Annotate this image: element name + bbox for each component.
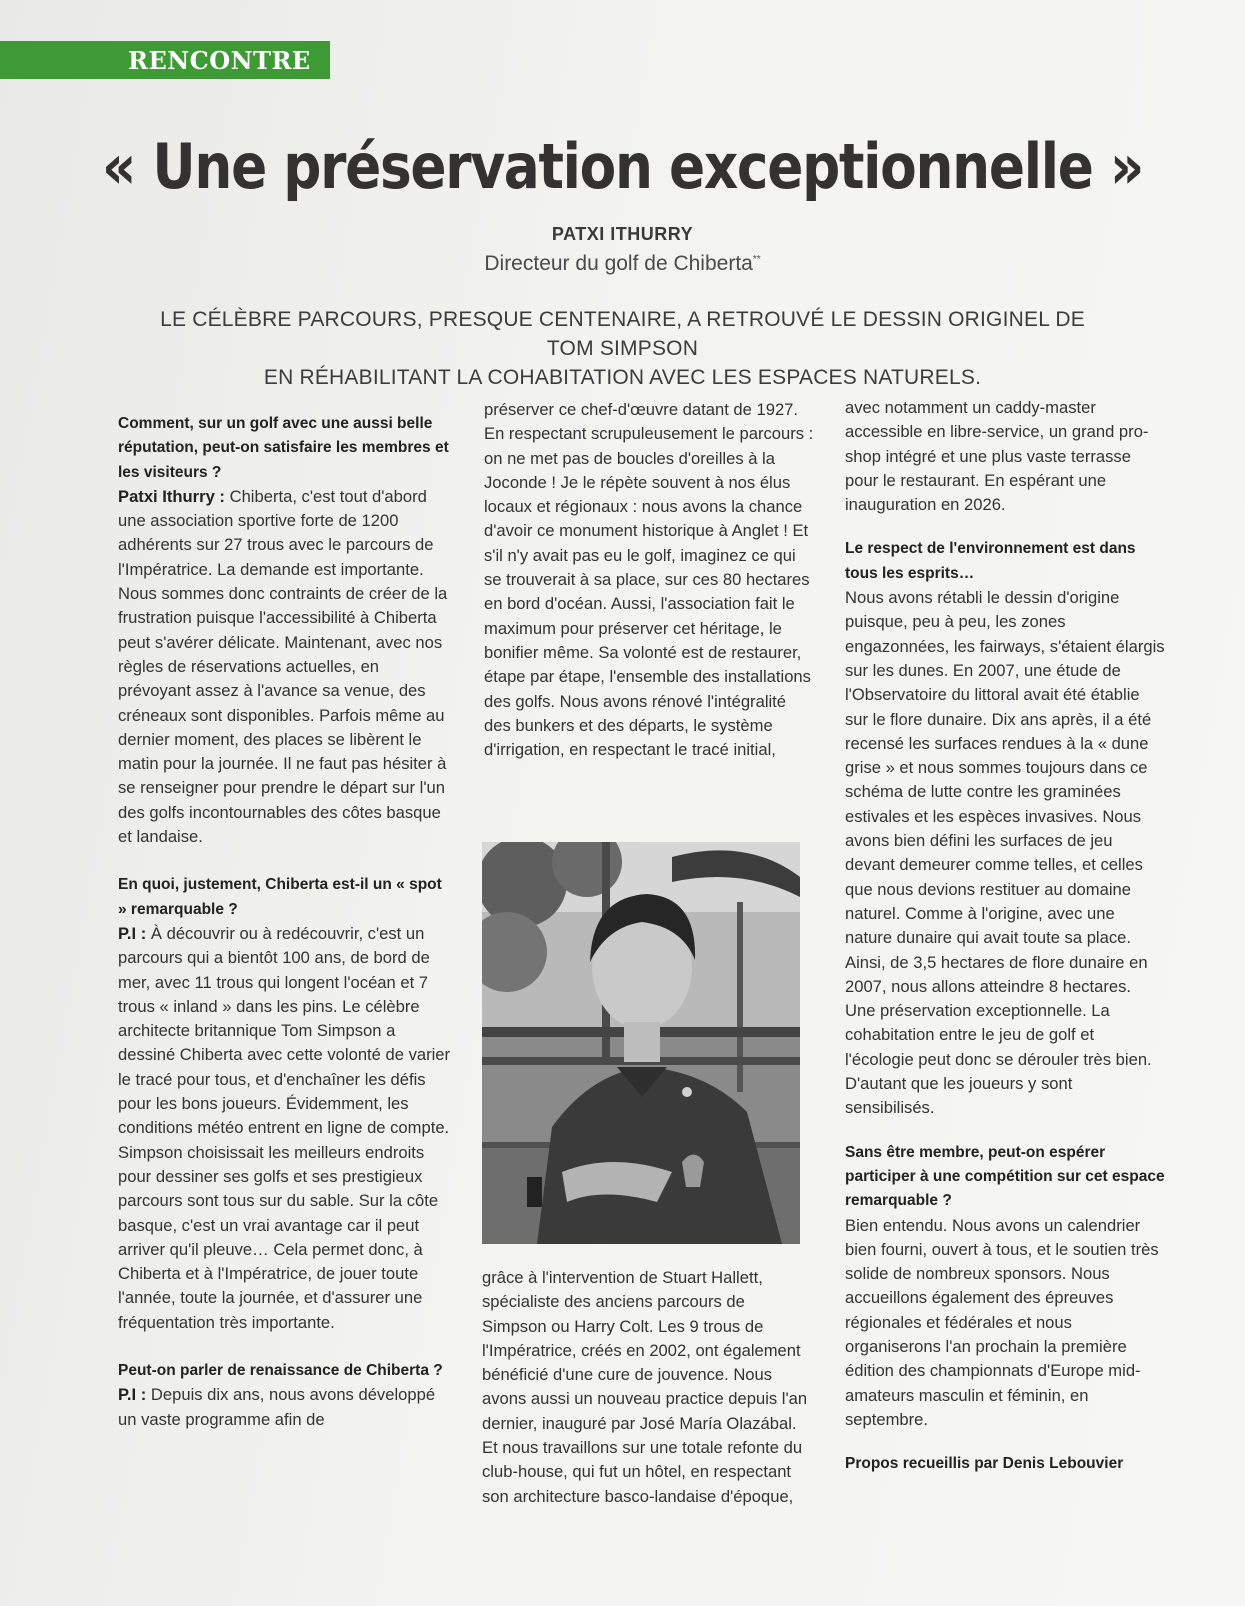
column-2-bottom (482, 1266, 812, 1509)
interview-credit: Propos recueillis par Denis Lebouvier (845, 1455, 1124, 1473)
speaker-label: P.I : (118, 1385, 147, 1405)
column-2-text-bottom: grâce à l'intervention de Stuart Hallett, spécialiste des anciens parcours de Simpson ou Harry Colt. Les 9 trous de l'Impératrice, créés en 2002, ont également bénéficié d'une cure de jouvence. Nous avons aussi un nouveau practice depuis l'an dernier, inauguré par José María Olazábal. Et nous travaillons sur une totale refonte du club-house, qui fut un hôtel, en respectant son architecture basco-landaise d'époque, (482, 1268, 808, 1506)
answer-3-text: Depuis dix ans, nous avons développé un vaste programme afin de (118, 1385, 436, 1429)
article-lead (140, 305, 1105, 392)
answer-1-text: Chiberta, c'est tout d'abord une association sportive forte de 1200 adhérents sur 27 trous avec le parcours de l'Impératrice. La demande est importante. Nous sommes donc contraints de créer de la frustration puisque l'accessibilité à Chiberta peut s'avérer délicate. Maintenant, avec nos règles de réservations actuelles, en prévoyant assez à l'avance sa venue, des créneaux sont disponibles. Parfois même au dernier moment, des places se libèrent le matin pour la journée. Il ne faut pas hésiter à se renseigner pour prendre le départ sur l'un des golfs incontournables des côtes basque et landaise. (118, 486, 448, 847)
question-3: Peut-on parler de renaissance de Chiberta ? (118, 1361, 443, 1379)
column-2-top (484, 398, 814, 762)
answer-3 (118, 1383, 453, 1432)
question-4: Le respect de l'environnement est dans tous les esprits… (845, 540, 1136, 582)
lead-line-1: LE CÉLÈBRE PARCOURS, PRESQUE CENTENAIRE, A RETROUVÉ LE DESSIN ORIGINEL DE TOM SIMPSON (160, 308, 1085, 360)
answer-4: Nous avons rétabli le dessin d'origine puisque, peu à peu, les zones engazonnées, les fairways, s'étaient élargis sur les dunes. En 2007, une étude de l'Observatoire du littoral avait été établie sur le flore dunaire. Dix ans après, il a été recensé les surfaces rendues à la « dune grise » et nous sommes toujours dans ce schéma de lutte contre les graminées estivales et les espèces invasives. Nous avons bien défini les surfaces de jeu devant demeurer comme telles, et celles que nous devions restituer au domaine naturel. Comme à l'origine, avec une nature dunaire qui avait toute sa place. Ainsi, de 3,5 hectares de flore dunaire en 2007, nous allons atteindre 8 hectares. Une préservation exceptionnelle. La cohabitation entre le jeu de golf et l'écologie peut donc se dérouler très bien. D'autant que les joueurs y sont sensibilisés. (845, 588, 1165, 1118)
column-3 (845, 396, 1165, 1476)
author-role-sup: ** (752, 254, 761, 265)
question-2: En quoi, justement, Chiberta est-il un « spot » remarquable ? (118, 876, 442, 918)
author-name: PATXI ITHURRY (551, 224, 694, 244)
portrait-photo (482, 842, 800, 1244)
column-3-intro: avec notamment un caddy-master accessible en libre-service, un grand pro-shop intégré et une plus vaste terrasse pour le restaurant. En espérant une inauguration en 2026. (845, 398, 1149, 515)
answer-2-text: À découvrir ou à redécouvrir, c'est un parcours qui a bientôt 100 ans, de bord de mer, avec 11 trous qui longent l'océan et 7 trous « inland » dans les pins. Le célèbre architecte britannique Tom Simpson a dessiné Chiberta avec cette volonté de varier le tracé pour tous, et d'enchaîner les défis pour les bons joueurs. Évidemment, les conditions météo entrent en ligne de compte. Simpson choisissait les meilleurs endroits pour dessiner ses golfs et ses prestigieux parcours sont tous sur du sable. Sur la côte basque, c'est un vrai avantage car il peut arriver qu'il pleuve… Cela permet donc, à Chiberta et à l'Impératrice, de jouer toute l'année, toute la journée, et d'assurer une fréquentation très importante. (118, 923, 451, 1332)
speaker-label: P.I : (118, 923, 147, 943)
speaker-label: Patxi Ithurry : (118, 486, 225, 506)
question-1: Comment, sur un golf avec une aussi belle réputation, peut-on satisfaire les membres et les visiteurs ? (118, 415, 449, 481)
author-role-text: Directeur du golf de Chiberta (484, 252, 753, 275)
question-5: Sans être membre, peut-on espérer participer à une compétition sur cet espace remarquable ? (845, 1143, 1165, 1210)
lead-line-2: EN RÉHABILITANT LA COHABITATION AVEC LES ESPACES NATURELS. (263, 366, 982, 389)
author-role (0, 252, 1245, 276)
section-tag (0, 41, 330, 79)
column-1 (118, 412, 453, 1432)
answer-5: Bien entendu. Nous avons un calendrier bien fourni, ouvert à tous, et le soutien très solide de nombreux sponsors. Nous accueillons également des épreuves régionales et fédérales et nous organiserons l'an prochain la première édition des championnats d'Europe mid-amateurs masculin et féminin, en septembre. (845, 1215, 1159, 1429)
section-label: RENCONTRE (128, 46, 311, 75)
article-title: « Une préservation exceptionnelle » (101, 130, 1144, 203)
answer-1 (118, 485, 453, 849)
answer-2 (118, 922, 453, 1335)
portrait-illustration (482, 842, 800, 1244)
column-2-text-top: préserver ce chef-d'œuvre datant de 1927. En respectant scrupuleusement le parcours : on ne met pas de boucles d'oreilles à la Joconde ! Je le répète souvent à nos élus locaux et régionaux : nous avons la chance d'avoir ce monument historique à Anglet ! Et s'il n'y avait pas eu le golf, imaginez ce qui se trouverait à sa place, sur ces 80 hectares en bord d'océan. Aussi, l'association fait le maximum pour préserver cet héritage, le bonifier même. Sa volonté est de restaurer, étape par étape, l'ensemble des installations des golfs. Nous avons rénové l'intégralité des bunkers et des départs, le système d'irrigation, en respectant le tracé initial, (484, 400, 814, 760)
